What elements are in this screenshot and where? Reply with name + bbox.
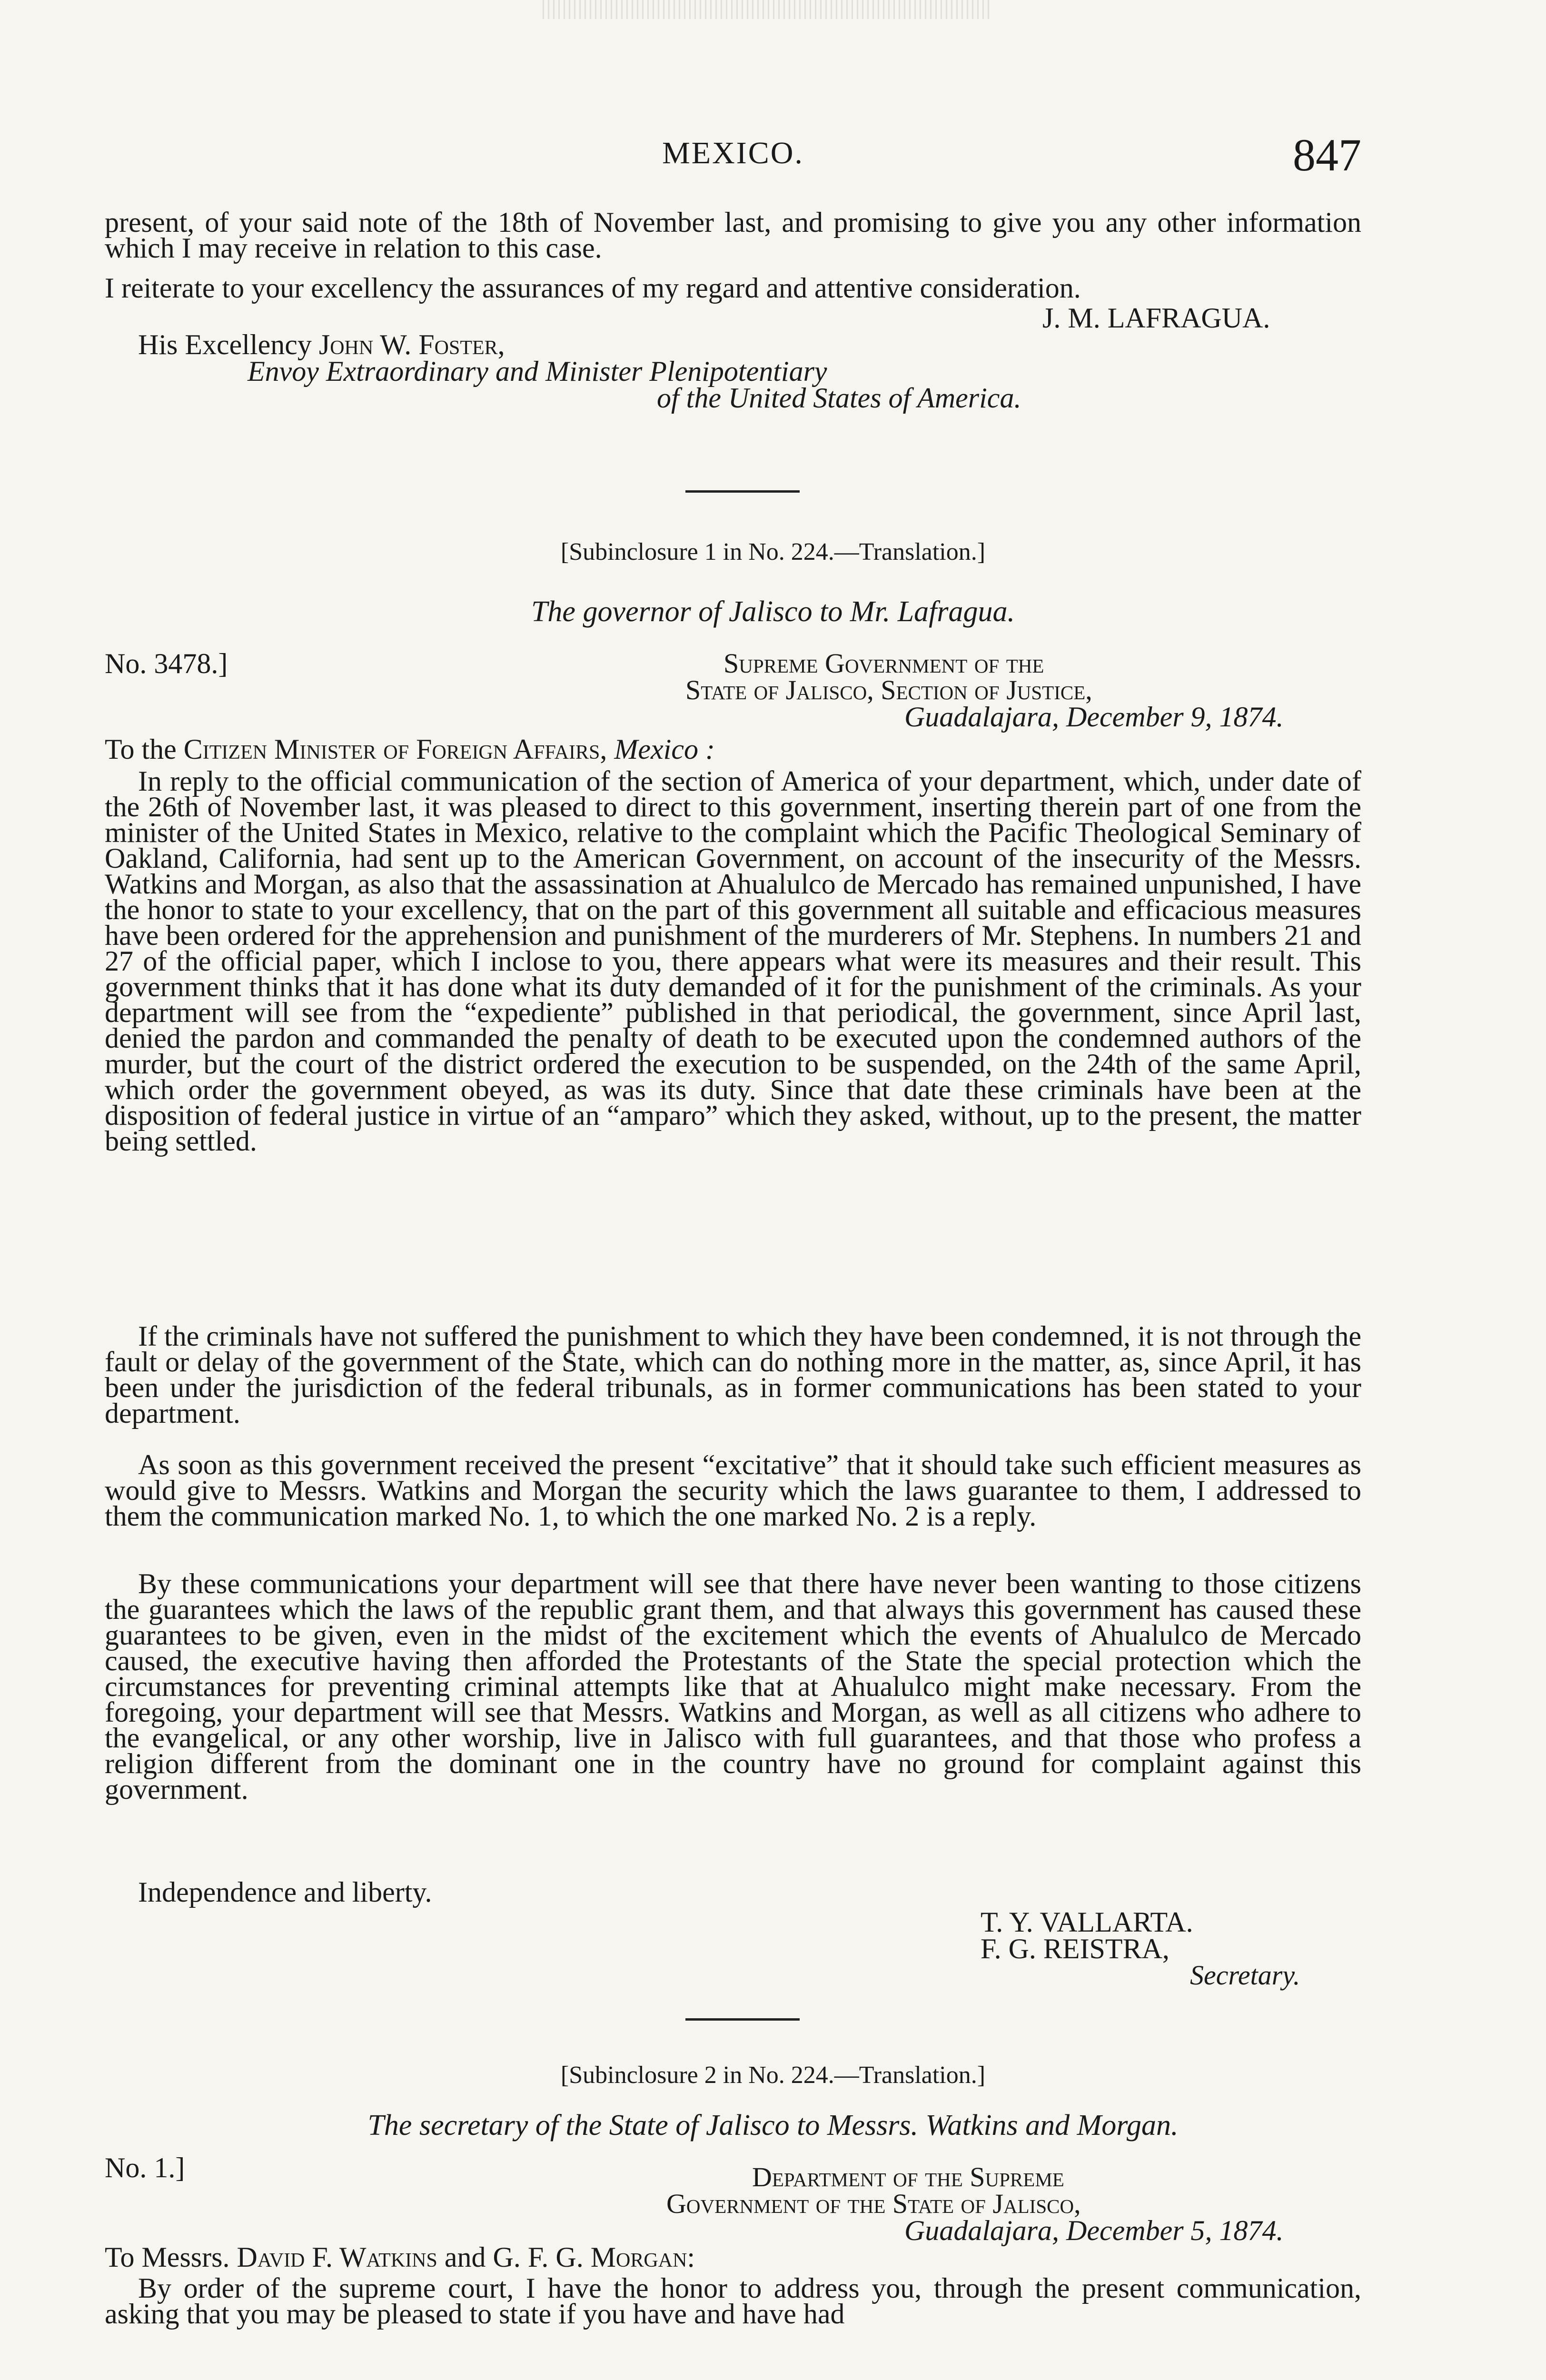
subinclosure1-para3: As soon as this government received the present “excitative” that it should take such efficient measures as would give to Messrs. Watkins and Morgan the security which the laws guarantee to them, I addressed to them the communication marked No. 1, to which the one marked No. 2 is a reply. [105,1449,1361,1532]
subinclosure1-para2-block [105,1320,1361,1429]
subinclosure2-dateline1: Department of the Supreme [752,2162,1064,2192]
subinclosure1-para5-block [105,1876,1361,1908]
section-divider [685,490,800,493]
salutation-and: and [444,2241,486,2273]
subinclosure2-title: The secretary of the State of Jalisco to Messrs. Watkins and Morgan. [367,2109,1179,2142]
subinclosure2-heading: [Subinclosure 2 in No. 224.—Translation.] [560,2062,986,2089]
subinclosure1-para1-block [105,765,1361,1157]
letter1-signature: J. M. LAFRAGUA. [1042,302,1270,334]
salutation-prefix: To Messrs. [105,2241,230,2273]
subinclosure2-dateline3: Guadalajara, December 5, 1874. [904,2215,1284,2246]
signer2: F. G. REISTRA, [981,1933,1169,1964]
subinclosure1-para4-block [105,1568,1361,1805]
signer2-title: Secretary. [1190,1960,1300,1991]
salutation-prefix: To the [105,734,177,765]
addressee-title-line2: of the United States of America. [657,382,1021,414]
letter1-para1-block [105,207,1361,264]
addressee-title-line1: Envoy Extraordinary and Minister Plenipotentiary [248,356,827,387]
subinclosure2-salutation [105,2241,695,2274]
page-header [105,129,1361,181]
subinclosure1-dateline3: Guadalajara, December 9, 1874. [904,701,1284,733]
scan-artifact [543,0,990,19]
signer1: T. Y. VALLARTA. [981,1906,1193,1938]
letter1-para1: present, of your said note of the 18th of November last, and promising to give you any other information which I may receive in relation to this case. [105,207,1361,264]
subinclosure1-heading: [Subinclosure 1 in No. 224.—Translation.] [560,538,986,565]
subinclosure2-number: No. 1.] [105,2152,185,2183]
subinclosure1-para2: If the criminals have not suffered the punishment to which they have been condemned, it is not through the fault or delay of the government of the State, which can do nothing more in the matter, as, since April, it has been under the jurisdiction of the federal tribunals, as in former communications has been stated to your department. [105,1320,1361,1429]
subinclosure1-dateline2: State of Jalisco, Section of Justice, [685,674,1092,705]
addressee-prefix: His Excellency [138,329,312,360]
subinclosure1-para5: Independence and liberty. [138,1876,432,1908]
subinclosure1-para4: By these communications your department will see that there have never been wanting to those citizens the guarantees which the laws of the republic grant them, and that always this government has caused these guarantees to be given, even in the midst of the excitement which the events of Ahualulco de Mercado caused, the executive having then afforded the Protestants of the State the special protection which the circumstances for preventing criminal attempts like that at Ahualulco might make necessary. From the foregoing, your department will see that Messrs. Watkins and Morgan, as well as all citizens who adhere to the evangelical, or any other worship, live in Jalisco with full guarantees, and that those who profess a religion different from the dominant one in the country have no ground for complaint against this government. [105,1568,1361,1805]
running-head: MEXICO. [662,136,804,170]
letter1-para2-block [105,272,1361,304]
section-divider [685,2018,800,2021]
subinclosure1-number: No. 3478.] [105,648,228,679]
subinclosure1-dateline1: Supreme Government of the [723,648,1044,679]
subinclosure1-para1: In reply to the official communication of the section of America of your department, which, under date of the 26th of November last, it was pleased to direct to this government, inserting therein part of one from the minister of the United States in Mexico, relative to the complaint which the Pacific Theological Seminary of Oakland, California, had sent up to the American Government, on account of the insecurity of the Messrs. Watkins and Morgan, as also that the assassination at Ahualulco de Mercado has remained unpunished, I have the honor to state to your excellency, that on the part of this government all suitable and efficacious measures have been ordered for the apprehension and punishment of the murderers of Mr. Stephens. In numbers 21 and 27 of the official paper, which I inclose to you, there appears what were its measures and their result. This government thinks that it has done what its duty demanded of it for the punishment of the criminals. As your department will see from the “expediente” published in that periodical, the government, since April last, denied the pardon and commanded the penalty of death to be executed upon the condemned authors of the murder, but the court of the district ordered the execution to be suspended, on the 24th of the same April, which order the government obeyed, as was its duty. Since that date these criminals have been at the disposition of federal justice in virtue of an “amparo” which they asked, without, up to the present, the matter being settled. [105,765,1361,1157]
salutation-name1: David F. Watkins [237,2241,437,2273]
salutation-end: : [687,2241,695,2273]
page-number: 847 [1293,129,1361,180]
letter1-para2: I reiterate to your excellency the assurances of my regard and attentive consideration. [105,272,1081,304]
subinclosure1-para3-block [105,1449,1361,1532]
subinclosure2-para1-block [105,2272,1361,2330]
salutation-addressee: Citizen Minister of Foreign Affairs, [183,734,607,765]
subinclosure1-title: The governor of Jalisco to Mr. Lafragua. [531,595,1015,628]
addressee-name: John W. Foster, [318,329,505,360]
salutation-place: Mexico : [614,734,715,765]
salutation-name2: G. F. G. Morgan [493,2241,687,2273]
subinclosure2-dateline2: Government of the State of Jalisco, [666,2188,1081,2219]
subinclosure2-para1: By order of the supreme court, I have the honor to address you, through the present communication, asking that you may be pleased to state if you have and have had [105,2272,1361,2330]
subinclosure1-salutation [105,733,715,766]
